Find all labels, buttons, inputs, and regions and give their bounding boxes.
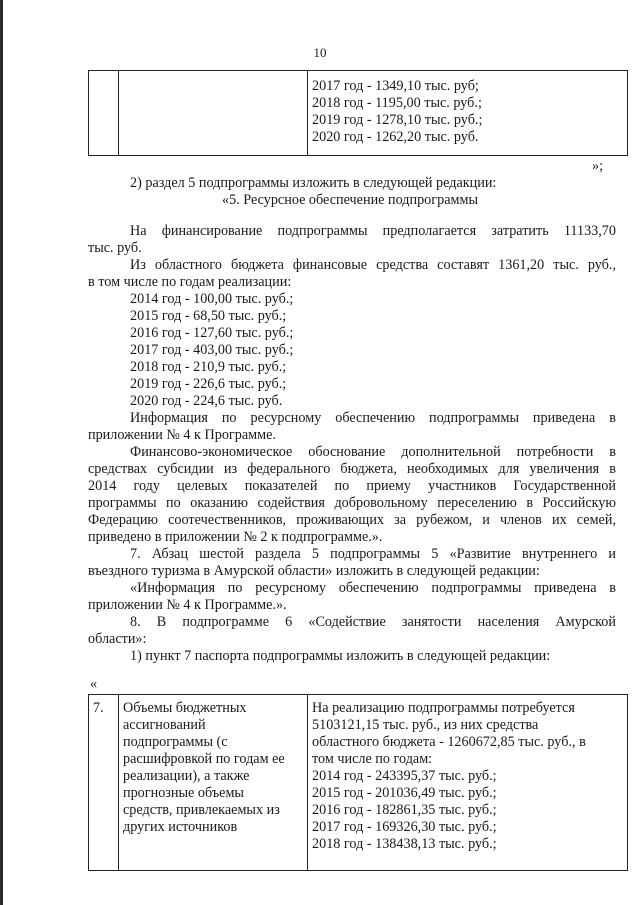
value-line: На реализацию подпрограммы потребуется — [312, 700, 575, 716]
item7-quote: приложении № 4 к Программе.». — [88, 597, 287, 613]
finance-line: приведено в приложении № 2 к подпрограмме.». — [88, 529, 383, 545]
row-number: 7. — [93, 700, 104, 716]
closing-quote: »; — [592, 158, 604, 174]
table1-label-cell — [119, 71, 308, 156]
value-line: областного бюджета - 1260672,85 тыс. руб., в — [312, 734, 586, 750]
item8-line: 8. В подпрограмме 6 «Содействие занятости населения Амурской — [130, 614, 616, 630]
table2-value-cell — [308, 695, 628, 871]
value-line: 2017 год - 169326,30 тыс. руб.; — [312, 819, 497, 835]
info-line: приложении № 4 к Программе. — [88, 427, 276, 443]
year-item: 2016 год - 127,60 тыс. руб.; — [130, 325, 294, 341]
item8-sub: 1) пункт 7 паспорта подпрограммы изложить в следующей редакции: — [130, 648, 551, 664]
table1-row: 2019 год - 1278,10 тыс. руб.; — [312, 112, 483, 128]
info-line: Информация по ресурсному обеспечению подпрограммы приведена в — [130, 410, 616, 426]
table1-value-cell — [308, 71, 628, 156]
year-item: 2014 год - 100,00 тыс. руб.; — [130, 291, 294, 307]
table1-row: 2018 год - 1195,00 тыс. руб.; — [312, 95, 482, 111]
value-line: 2018 год - 138438,13 тыс. руб.; — [312, 836, 497, 852]
funding-paragraph — [88, 223, 616, 665]
item7-line: въездного туризма в Амурской области» изложить в следующей редакции: — [88, 563, 540, 579]
funding-line: тыс. руб. — [88, 240, 142, 256]
label-line: подпрограммы (с — [123, 734, 228, 750]
year-item: 2015 год - 68,50 тыс. руб.; — [130, 308, 287, 324]
year-item: 2017 год - 403,00 тыс. руб.; — [130, 342, 294, 358]
item7-line: 7. Абзац шестой раздела 5 подпрограммы 5 «Развитие внутреннего и — [130, 546, 616, 562]
year-item: 2018 год - 210,9 тыс. руб.; — [130, 359, 287, 375]
year-item: 2019 год - 226,6 тыс. руб.; — [130, 376, 287, 392]
scan-edge — [0, 0, 3, 905]
section2-title: 2) раздел 5 подпрограммы изложить в следующей редакции: — [130, 175, 497, 191]
item8-line: области»: — [88, 631, 147, 647]
value-line: 2015 год - 201036,49 тыс. руб.; — [312, 785, 497, 801]
table2-label-cell — [119, 695, 308, 871]
passport-table — [88, 694, 628, 871]
regional-line: в том числе по годам реализации: — [88, 274, 292, 290]
year-item: 2020 год - 224,6 тыс. руб. — [130, 393, 283, 409]
table1-row: 2017 год - 1349,10 тыс. руб; — [312, 78, 479, 94]
regional-line: Из областного бюджета финансовые средства составят 1361,20 тыс. руб., — [130, 257, 616, 273]
label-line: средств, привлекаемых из — [123, 802, 280, 818]
table-continuation — [88, 70, 628, 156]
finance-line: средствах субсидии из федерального бюджета, необходимых для увеличения в — [88, 461, 616, 477]
table1-row: 2020 год - 1262,20 тыс. руб. — [312, 129, 479, 145]
page-number: 10 — [313, 45, 327, 60]
finance-line: 2014 году целевых показателей по приему участников Государственной — [88, 478, 616, 494]
label-line: реализации), а также — [123, 768, 250, 784]
label-line: Объемы бюджетных — [123, 700, 247, 716]
table1-num-cell — [89, 71, 119, 156]
label-line: ассигнований — [123, 717, 206, 733]
funding-line: На финансирование подпрограммы предполагается затратить 11133,70 — [130, 223, 616, 239]
label-line: прогнозные объемы — [123, 785, 244, 801]
value-line: том числе по годам: — [312, 751, 433, 767]
value-line: 2016 год - 182861,35 тыс. руб.; — [312, 802, 497, 818]
value-line: 5103121,15 тыс. руб., из них средства — [312, 717, 539, 733]
open-quote: « — [90, 676, 98, 692]
section5-heading: «5. Ресурсное обеспечение подпрограммы — [222, 192, 478, 208]
finance-line: Финансово-экономическое обоснование дополнительной потребности в — [130, 444, 616, 460]
item7-quote: «Информация по ресурсному обеспечению подпрограммы приведена в — [130, 580, 616, 596]
finance-line: программы по оказанию содействия добровольному переселению в Российскую — [88, 495, 616, 511]
value-line: 2014 год - 243395,37 тыс. руб.; — [312, 768, 497, 784]
table2-num-cell — [89, 695, 119, 871]
label-line: расшифровкой по годам ее — [123, 751, 285, 767]
label-line: других источников — [123, 819, 238, 835]
finance-line: Федерацию соотечественников, проживающих за рубежом, и членов их семей, — [88, 512, 616, 528]
